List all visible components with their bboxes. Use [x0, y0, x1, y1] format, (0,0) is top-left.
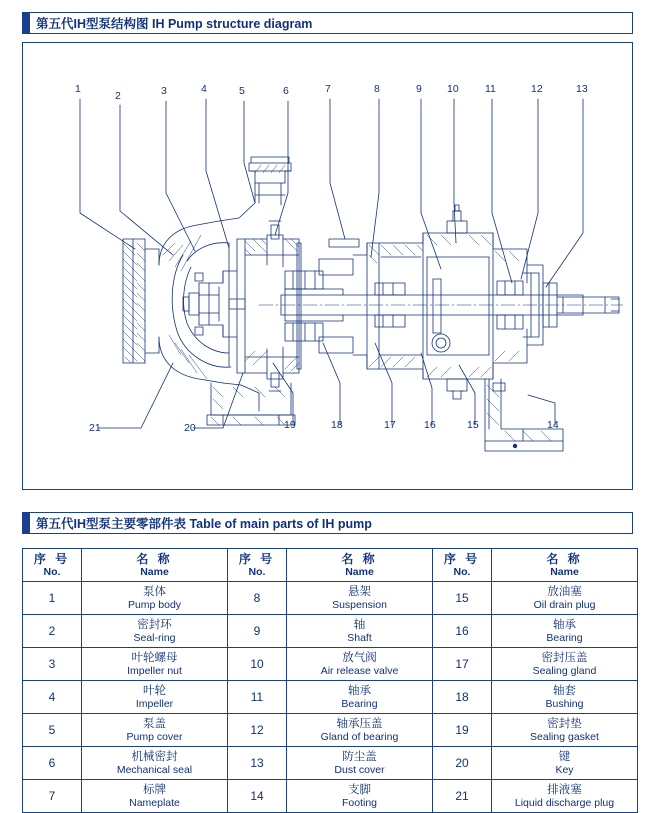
- part-name-en: Seal-ring: [133, 631, 176, 644]
- part-name: [82, 648, 228, 681]
- part-name-cn: 轴承压盖: [336, 717, 383, 730]
- part-name-cn: 密封环: [137, 618, 172, 631]
- part-name-en: Gland of bearing: [320, 730, 399, 743]
- part-no: 10: [228, 648, 287, 681]
- header-name-3: [492, 549, 638, 582]
- part-name-cn: 支脚: [348, 783, 371, 796]
- table-row: [23, 714, 638, 747]
- part-name-en: Bearing: [546, 631, 583, 644]
- part-name: [492, 582, 638, 615]
- part-name-cn: 轴套: [553, 684, 576, 697]
- table-title-text: 第五代IH型泵主要零部件表 Table of main parts of IH pump: [36, 517, 372, 531]
- table-row: [23, 582, 638, 615]
- header-name-2-cn: 名 称: [341, 551, 378, 566]
- part-name-en: Impeller: [135, 697, 174, 710]
- part-no: 19: [433, 714, 492, 747]
- callout-9: 9: [416, 83, 422, 95]
- header-no-1-en: No.: [43, 565, 61, 578]
- part-name-en: Shaft: [347, 631, 372, 644]
- callout-8: 8: [374, 83, 380, 95]
- part-name-cn: 叶轮: [143, 684, 166, 697]
- part-no: 5: [23, 714, 82, 747]
- part-name: [287, 747, 433, 780]
- header-name-1-en: Name: [140, 565, 169, 578]
- part-name: [82, 681, 228, 714]
- part-name-en: Suspension: [332, 598, 387, 611]
- diagram-title-bar: [22, 12, 633, 34]
- part-name-en: Key: [555, 763, 574, 776]
- callout-17: 17: [384, 419, 396, 431]
- table-title-bar: [22, 512, 633, 534]
- callout-15: 15: [467, 419, 479, 431]
- part-name: [82, 747, 228, 780]
- callout-12: 12: [531, 83, 543, 95]
- header-no-2-en: No.: [248, 565, 266, 578]
- parts-table: [22, 548, 638, 813]
- part-name-en: Impeller nut: [127, 664, 182, 677]
- part-no: 1: [23, 582, 82, 615]
- callout-1: 1: [75, 83, 81, 95]
- part-name: [287, 582, 433, 615]
- header-no-1-cn: 序 号: [33, 551, 71, 566]
- part-no: 2: [23, 615, 82, 648]
- part-name: [492, 615, 638, 648]
- part-no: 12: [228, 714, 287, 747]
- part-name-en: Air release valve: [320, 664, 399, 677]
- callout-10: 10: [447, 83, 459, 95]
- table-row: [23, 780, 638, 813]
- part-name: [287, 681, 433, 714]
- callout-7: 7: [325, 83, 331, 95]
- callout-18: 18: [331, 419, 343, 431]
- callout-19: 19: [284, 419, 296, 431]
- table-row: [23, 648, 638, 681]
- callout-4: 4: [201, 83, 207, 95]
- pump-structure-drawing: [23, 43, 634, 491]
- part-name-cn: 标牌: [143, 783, 166, 796]
- table-header-row: [23, 549, 638, 582]
- callout-5: 5: [239, 85, 245, 97]
- part-name: [82, 582, 228, 615]
- part-name: [287, 714, 433, 747]
- part-name-cn: 密封压盖: [541, 651, 588, 664]
- part-name-en: Oil drain plug: [533, 598, 596, 611]
- part-name-cn: 机械密封: [131, 750, 178, 763]
- part-no: 6: [23, 747, 82, 780]
- part-name-en: Pump body: [127, 598, 182, 611]
- part-no: 21: [433, 780, 492, 813]
- part-name: [287, 615, 433, 648]
- callout-14: 14: [547, 419, 559, 431]
- part-name: [492, 648, 638, 681]
- part-no: 8: [228, 582, 287, 615]
- part-no: 9: [228, 615, 287, 648]
- part-no: 13: [228, 747, 287, 780]
- part-name-en: Nameplate: [129, 796, 180, 809]
- part-no: 16: [433, 615, 492, 648]
- header-no-3-cn: 序 号: [443, 551, 481, 566]
- callout-20: 20: [184, 422, 196, 434]
- part-no: 17: [433, 648, 492, 681]
- part-name-cn: 放油塞: [547, 585, 582, 598]
- part-name-en: Sealing gland: [532, 664, 597, 677]
- callout-3: 3: [161, 85, 167, 97]
- part-name-en: Footing: [341, 796, 378, 809]
- part-name-cn: 轴承: [348, 684, 371, 697]
- table-row: [23, 681, 638, 714]
- header-no-3-en: No.: [453, 565, 471, 578]
- part-no: 15: [433, 582, 492, 615]
- part-name: [287, 648, 433, 681]
- part-name-en: Mechanical seal: [116, 763, 193, 776]
- part-no: 4: [23, 681, 82, 714]
- part-name: [287, 780, 433, 813]
- diagram-title-text: 第五代IH型泵结构图 IH Pump structure diagram: [36, 17, 313, 31]
- part-name: [82, 714, 228, 747]
- header-no-2: [228, 549, 287, 582]
- callout-2: 2: [115, 90, 121, 102]
- header-no-3: [433, 549, 492, 582]
- part-no: 11: [228, 681, 287, 714]
- part-name-cn: 防尘盖: [342, 750, 377, 763]
- part-name-cn: 叶轮螺母: [131, 651, 178, 664]
- part-name-cn: 排液塞: [547, 783, 582, 796]
- header-name-2-en: Name: [345, 565, 374, 578]
- callout-11: 11: [485, 83, 496, 95]
- part-name-cn: 悬架: [348, 585, 371, 598]
- part-name-cn: 轴: [353, 618, 366, 631]
- part-name-cn: 泵体: [143, 585, 166, 598]
- part-name-cn: 密封垫: [547, 717, 582, 730]
- header-name-1: [82, 549, 228, 582]
- diagram-frame: [22, 42, 633, 490]
- part-name-en: Sealing gasket: [530, 730, 599, 743]
- callout-21: 21: [89, 422, 101, 434]
- header-name-3-cn: 名 称: [546, 551, 583, 566]
- part-name-en: Dust cover: [334, 763, 385, 776]
- part-name-cn: 键: [558, 750, 571, 763]
- header-no-1: [23, 549, 82, 582]
- title-accent-block: [23, 13, 30, 33]
- header-name-3-en: Name: [550, 565, 579, 578]
- callout-16: 16: [424, 419, 436, 431]
- part-name-cn: 泵盖: [143, 717, 166, 730]
- table-row: [23, 615, 638, 648]
- callout-6: 6: [283, 85, 289, 97]
- part-name-en: Liquid discharge plug: [514, 796, 615, 809]
- part-name: [492, 681, 638, 714]
- part-name-cn: 轴承: [553, 618, 576, 631]
- part-no: 20: [433, 747, 492, 780]
- part-name: [82, 615, 228, 648]
- part-name-en: Bearing: [341, 697, 378, 710]
- part-no: 18: [433, 681, 492, 714]
- part-no: 14: [228, 780, 287, 813]
- header-name-1-cn: 名 称: [136, 551, 173, 566]
- part-name-en: Bushing: [545, 697, 584, 710]
- part-name: [82, 780, 228, 813]
- part-no: 7: [23, 780, 82, 813]
- part-name-cn: 放气阀: [342, 651, 377, 664]
- header-no-2-cn: 序 号: [238, 551, 276, 566]
- part-name: [492, 714, 638, 747]
- part-no: 3: [23, 648, 82, 681]
- table-row: [23, 747, 638, 780]
- callout-13: 13: [576, 83, 588, 95]
- part-name-en: Pump cover: [126, 730, 183, 743]
- title-accent-block-2: [23, 513, 30, 533]
- header-name-2: [287, 549, 433, 582]
- part-name: [492, 780, 638, 813]
- part-name: [492, 747, 638, 780]
